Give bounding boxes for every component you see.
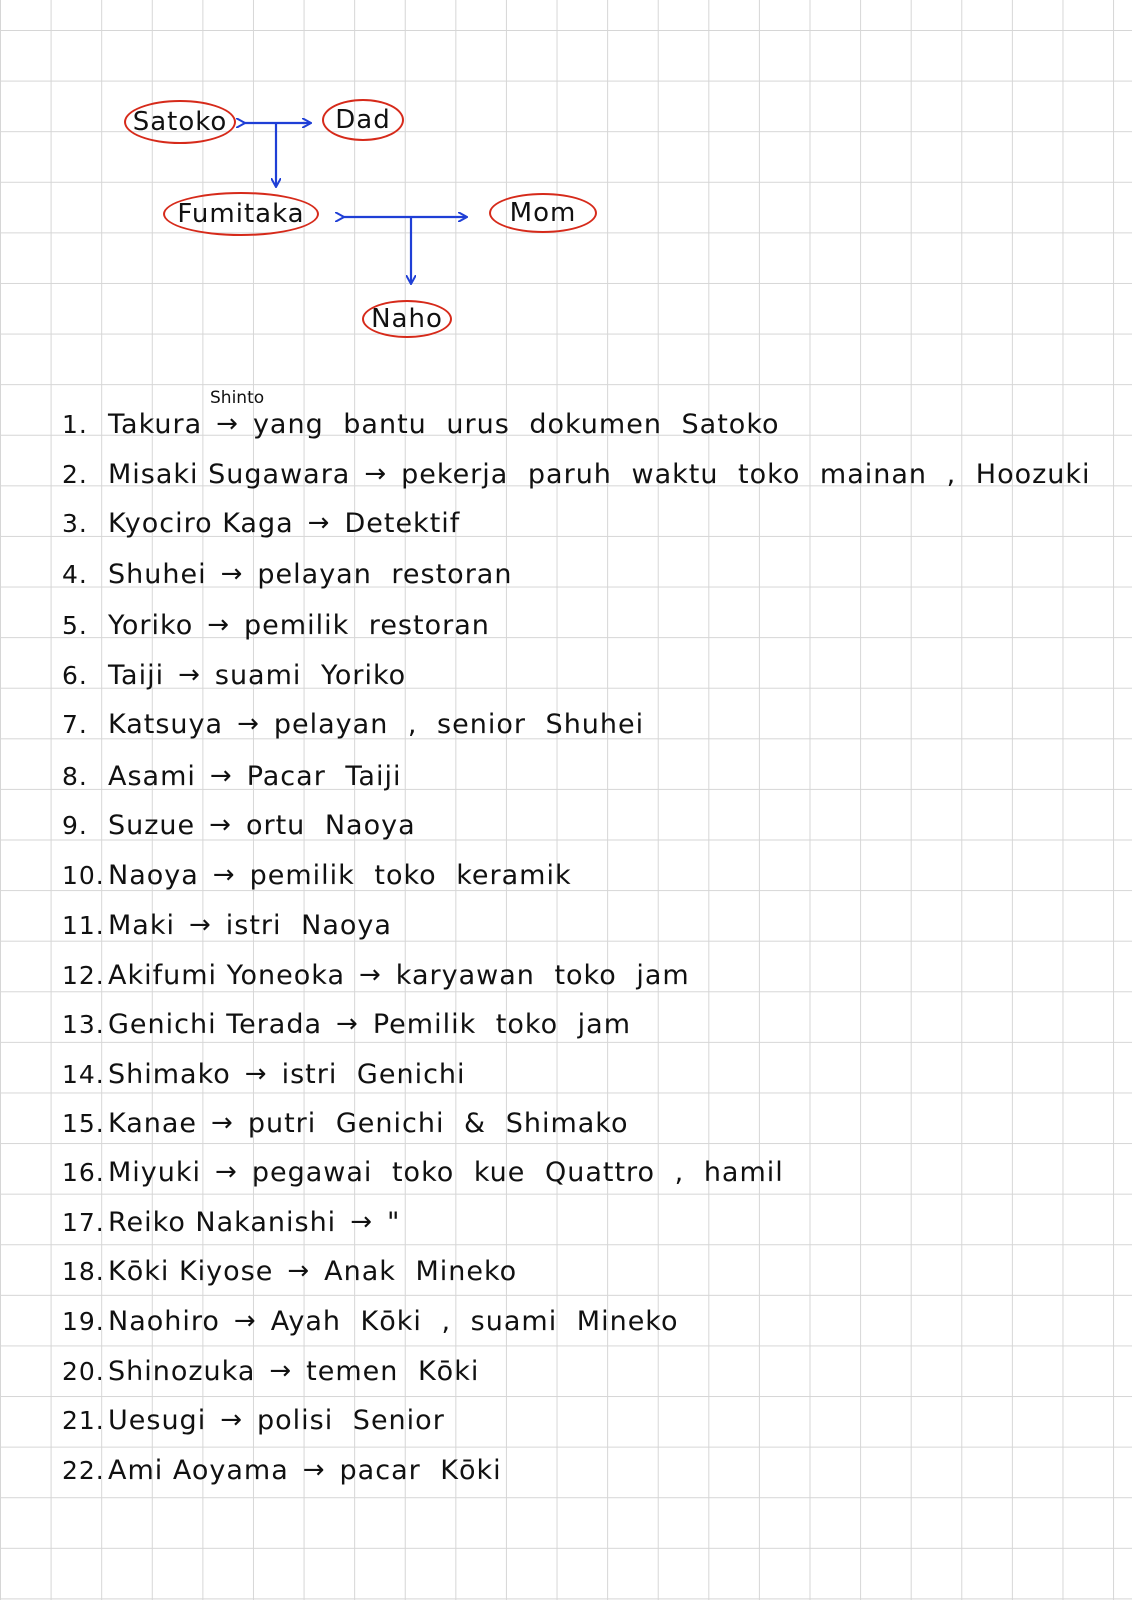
list-item-description: pelayan , senior Shuhei bbox=[273, 708, 645, 740]
list-item-number: 21. bbox=[62, 1405, 105, 1435]
list-item-name: Shinozuka bbox=[108, 1355, 256, 1387]
list-item bbox=[62, 702, 644, 746]
list-item-number: 4. bbox=[62, 559, 88, 589]
list-item bbox=[62, 1101, 628, 1145]
list-item-name: Katsuya bbox=[108, 708, 224, 740]
list-item-number: 8. bbox=[62, 761, 88, 791]
list-item-description: istri Naoya bbox=[225, 909, 392, 941]
list-item-arrow: → bbox=[244, 1059, 268, 1089]
list-item-description: polisi Senior bbox=[257, 1404, 445, 1436]
list-item bbox=[62, 1349, 479, 1393]
list-item-arrow: → bbox=[220, 559, 244, 589]
list-item bbox=[62, 803, 416, 847]
list-item-number: 18. bbox=[62, 1256, 105, 1286]
list-item-name: Kyociro Kaga bbox=[108, 507, 294, 539]
list-item-description: putri Genichi & Shimako bbox=[247, 1107, 629, 1139]
list-item-name: Ami Aoyama bbox=[108, 1454, 289, 1486]
list-item-arrow: → bbox=[211, 1108, 234, 1138]
node-fumitaka: Fumitaka bbox=[163, 192, 319, 236]
list-item-arrow: → bbox=[233, 1306, 257, 1336]
list-item-number: 13. bbox=[62, 1009, 105, 1039]
list-item-description: pemilik toko keramik bbox=[249, 859, 572, 891]
list-item bbox=[62, 1052, 466, 1096]
list-item bbox=[62, 953, 690, 997]
list-item-number: 11. bbox=[62, 910, 105, 940]
list-item-arrow: → bbox=[359, 960, 382, 990]
list-item-description: pemilik restoran bbox=[244, 609, 490, 641]
list-item-number: 6. bbox=[62, 660, 88, 690]
list-item-name: Misaki Sugawara bbox=[108, 458, 351, 490]
list-item bbox=[62, 1398, 445, 1442]
node-dad: Dad bbox=[322, 99, 404, 141]
list-item-number: 7. bbox=[62, 709, 88, 739]
list-item-name: Suzue bbox=[108, 809, 196, 841]
list-item bbox=[62, 903, 392, 947]
list-item bbox=[62, 452, 1091, 496]
list-item bbox=[62, 552, 512, 596]
list-item-description: Ayah Kōki , suami Mineko bbox=[270, 1305, 679, 1337]
list-item bbox=[62, 1200, 400, 1244]
list-item-number: 5. bbox=[62, 610, 88, 640]
list-item bbox=[62, 603, 490, 647]
list-item-description: Pacar Taiji bbox=[246, 760, 402, 792]
list-item-name: Miyuki bbox=[108, 1156, 202, 1188]
node-satoko: Satoko bbox=[124, 100, 236, 144]
list-item-arrow: → bbox=[178, 660, 201, 690]
list-item-arrow: → bbox=[302, 1455, 326, 1485]
list-item-description: Pemilik toko jam bbox=[372, 1008, 632, 1040]
list-item-arrow: → bbox=[350, 1207, 373, 1237]
list-item-description: ortu Naoya bbox=[245, 809, 416, 841]
list-item-number: 9. bbox=[62, 810, 88, 840]
list-item-description: Detektif bbox=[344, 507, 461, 539]
list-item-number: 17. bbox=[62, 1207, 105, 1237]
list-item-description: temen Kōki bbox=[306, 1355, 480, 1387]
list-item-number: 1. bbox=[62, 409, 88, 439]
list-item-arrow: → bbox=[336, 1009, 359, 1039]
list-item-description: suami Yoriko bbox=[214, 659, 407, 691]
node-naho: Naho bbox=[362, 300, 452, 338]
list-item-arrow: → bbox=[269, 1356, 293, 1386]
list-item-number: 12. bbox=[62, 960, 105, 990]
list-item-name: Maki bbox=[108, 909, 175, 941]
list-item bbox=[62, 653, 406, 697]
list-item-description: karyawan toko jam bbox=[395, 959, 690, 991]
list-item-name: Asami bbox=[108, 760, 196, 792]
list-item-arrow: → bbox=[220, 1405, 243, 1435]
list-item-description: pacar Kōki bbox=[339, 1454, 502, 1486]
list-item-arrow: → bbox=[188, 910, 212, 940]
list-item-arrow: → bbox=[209, 810, 232, 840]
list-item bbox=[62, 1002, 631, 1046]
list-item-description: pekerja paruh waktu toko mainan , Hoozuki bbox=[401, 458, 1091, 490]
list-item-name: Naohiro bbox=[108, 1305, 220, 1337]
list-item-description: Anak Mineko bbox=[324, 1255, 518, 1287]
list-item-description: " bbox=[386, 1206, 401, 1238]
list-item-description: pelayan restoran bbox=[257, 558, 513, 590]
list-item-description: yang bantu urus dokumen Satoko bbox=[252, 408, 780, 440]
list-item bbox=[62, 1299, 679, 1343]
list-item-arrow: → bbox=[209, 761, 233, 791]
list-item-name: Kōki Kiyose bbox=[108, 1255, 274, 1287]
list-item-name: Akifumi Yoneoka bbox=[108, 959, 345, 991]
list-item-number: 15. bbox=[62, 1108, 105, 1138]
list-item-name: Naoya bbox=[108, 859, 199, 891]
list-item-name: Takura bbox=[108, 408, 203, 440]
list-item-arrow: → bbox=[364, 459, 388, 489]
list-item-number: 16. bbox=[62, 1157, 105, 1187]
list-item-name: Taiji bbox=[108, 659, 165, 691]
list-item-arrow: → bbox=[212, 860, 236, 890]
list-item-number: 14. bbox=[62, 1059, 105, 1089]
list-item-number: 10. bbox=[62, 860, 105, 890]
list-item-name: Reiko Nakanishi bbox=[108, 1206, 337, 1238]
list-item-name: Yoriko bbox=[108, 609, 194, 641]
list-item-number: 20. bbox=[62, 1356, 105, 1386]
list-item bbox=[62, 402, 780, 446]
list-item-arrow: → bbox=[287, 1256, 311, 1286]
list-item bbox=[62, 1448, 502, 1492]
list-item bbox=[62, 754, 401, 798]
list-item-number: 22. bbox=[62, 1455, 105, 1485]
list-item-number: 19. bbox=[62, 1306, 105, 1336]
list-item bbox=[62, 1150, 784, 1194]
list-item-name: Shuhei bbox=[108, 558, 207, 590]
list-item-name: Kanae bbox=[108, 1107, 198, 1139]
list-item-name: Shimako bbox=[108, 1058, 231, 1090]
list-item-number: 3. bbox=[62, 508, 88, 538]
list-item-arrow: → bbox=[237, 709, 260, 739]
annotation-shinto: Shinto bbox=[210, 388, 265, 408]
node-mom: Mom bbox=[489, 193, 597, 233]
list-item bbox=[62, 1249, 517, 1293]
list-item-arrow: → bbox=[216, 409, 239, 439]
list-item-description: istri Genichi bbox=[281, 1058, 466, 1090]
list-item bbox=[62, 501, 460, 545]
list-item-name: Genichi Terada bbox=[108, 1008, 323, 1040]
list-item-description: pegawai toko kue Quattro , hamil bbox=[251, 1156, 784, 1188]
list-item bbox=[62, 853, 572, 897]
list-item-arrow: → bbox=[307, 508, 331, 538]
list-item-number: 2. bbox=[62, 459, 88, 489]
list-item-arrow: → bbox=[215, 1157, 238, 1187]
list-item-arrow: → bbox=[207, 610, 231, 640]
list-item-name: Uesugi bbox=[108, 1404, 207, 1436]
